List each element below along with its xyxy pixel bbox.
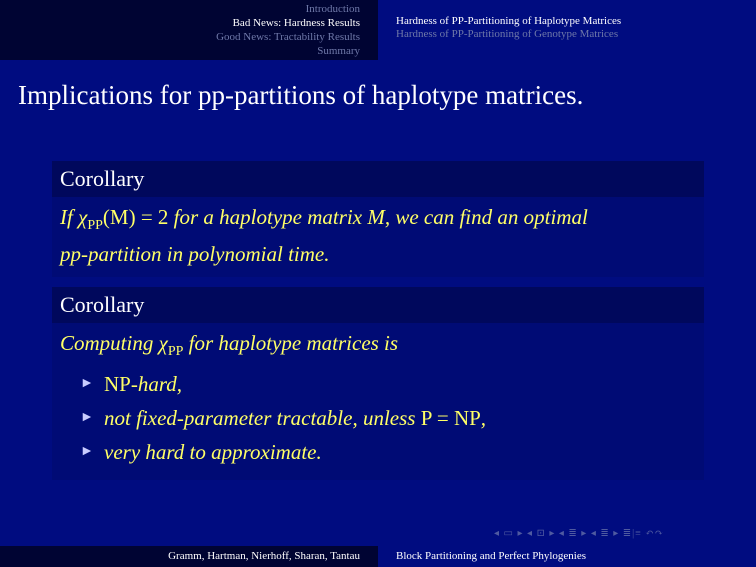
section-link-introduction[interactable]: Introduction <box>305 3 360 15</box>
subsection-nav <box>378 0 756 60</box>
subscript: PP <box>167 344 184 360</box>
text: not fixed-parameter tractable, unless <box>104 406 421 431</box>
corollary-block-2 <box>52 287 704 480</box>
footer-authors: Gramm, Hartman, Nierhoff, Sharan, Tantau <box>0 546 378 567</box>
corollary-intro <box>60 329 696 366</box>
corollary-line <box>60 203 696 240</box>
text: very hard to approximate. <box>104 440 322 465</box>
navigation-controls[interactable]: ◂ ▭ ▸ ◂ ⊡ ▸ ◂ ≣ ▸ ◂ ≣ ▸ ≣|≡ ↶↷ <box>494 528 665 539</box>
section-link-good-news[interactable]: Good News: Tractability Results <box>216 31 360 43</box>
math: NP <box>104 372 131 397</box>
text: , we can find an optimal <box>384 205 588 229</box>
math: (M) = 2 <box>102 205 169 229</box>
subsection-link-haplotype[interactable]: Hardness of PP-Partitioning of Haplotype Matrices <box>396 15 622 27</box>
bullet-icon: ► <box>80 410 94 426</box>
frame-title: Implications for pp-partitions of haplotype matrices. <box>18 80 584 110</box>
text: , <box>480 406 487 431</box>
section-link-bad-news[interactable]: Bad News: Hardness Results <box>232 17 360 29</box>
section-nav <box>0 0 378 60</box>
block-title: Corollary <box>52 161 704 197</box>
math-var: M <box>367 205 385 229</box>
block-body <box>52 323 704 480</box>
list-item <box>60 404 696 432</box>
text: Computing <box>60 331 159 355</box>
chi-symbol: χ <box>78 205 88 229</box>
list-item <box>60 438 696 466</box>
bullet-icon: ► <box>80 376 94 392</box>
header <box>0 0 756 60</box>
chi-symbol: χ <box>158 331 168 355</box>
footer <box>0 546 756 567</box>
block-title: Corollary <box>52 287 704 323</box>
list-item <box>60 370 696 398</box>
text: If <box>60 205 79 229</box>
text: for a haplotype matrix <box>168 205 368 229</box>
footer-title: Block Partitioning and Perfect Phylogenies <box>378 546 756 567</box>
corollary-block-1 <box>52 161 704 277</box>
corollary-line: pp-partition in polynomial time. <box>60 242 330 267</box>
item-list <box>60 370 696 466</box>
math: P = NP <box>420 406 481 431</box>
section-link-summary[interactable]: Summary <box>317 45 360 57</box>
block-body <box>52 197 704 277</box>
text: -hard, <box>130 372 182 397</box>
subsection-link-genotype[interactable]: Hardness of PP-Partitioning of Genotype Matrices <box>396 28 619 40</box>
subscript: PP <box>87 218 103 234</box>
bullet-icon: ► <box>80 444 94 460</box>
text: for haplotype matrices is <box>183 331 399 355</box>
